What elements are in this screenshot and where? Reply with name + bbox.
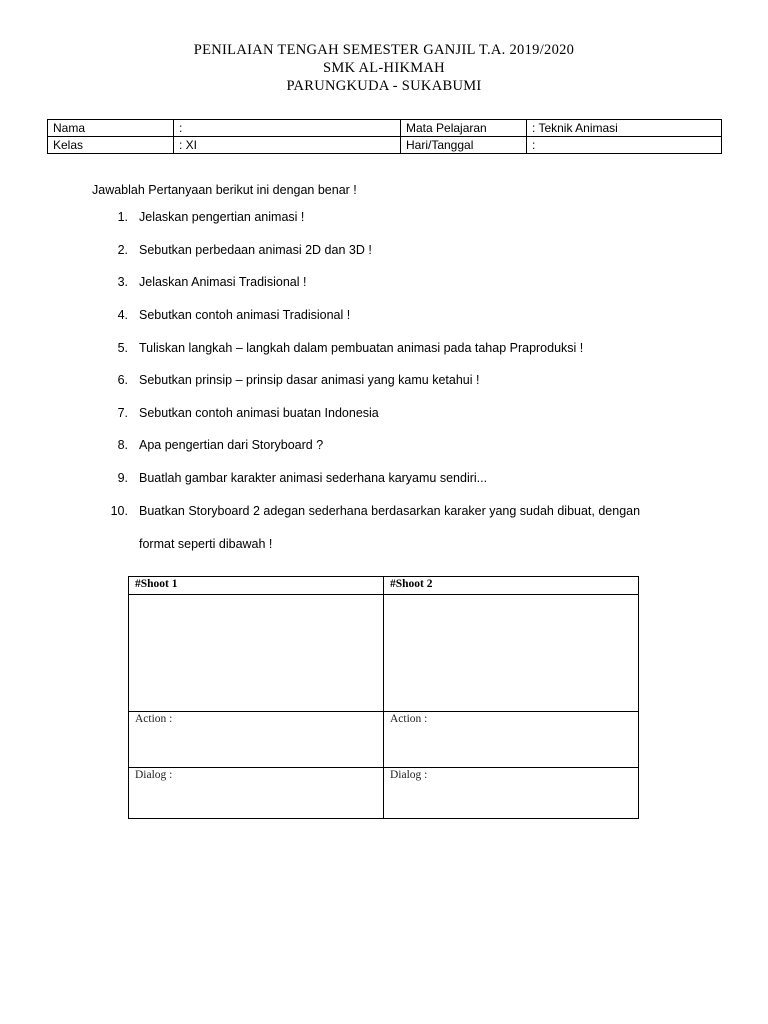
question-item xyxy=(92,275,692,293)
question-text: Apa pengertian dari Storyboard ? xyxy=(139,438,324,452)
question-number: 6. xyxy=(117,373,128,387)
shoot-1-header: #Shoot 1 xyxy=(129,577,384,595)
school-location: PARUNGKUDA - SUKABUMI xyxy=(286,78,482,94)
hari-value[interactable]: : xyxy=(527,137,722,154)
question-number: 4. xyxy=(117,308,128,322)
question-text: Buatkan Storyboard 2 adegan sederhana berdasarkan karaker yang sudah dibuat, dengan xyxy=(139,504,641,518)
nama-label: Nama xyxy=(48,120,174,137)
question-number: 1. xyxy=(117,210,128,224)
question-item xyxy=(92,308,692,326)
shoot-1-dialog[interactable]: Dialog : xyxy=(129,768,384,819)
question-item xyxy=(92,406,692,424)
question-number: 5. xyxy=(117,341,128,355)
shoot-1-action[interactable]: Action : xyxy=(129,712,384,768)
question-continuation: format seperti dibawah ! xyxy=(139,537,273,551)
shoot-1-frame[interactable] xyxy=(129,595,384,712)
instruction-text: Jawablah Pertanyaan berikut ini dengan benar ! xyxy=(92,183,357,197)
storyboard-table xyxy=(128,576,639,819)
info-row xyxy=(48,120,722,137)
question-text: Buatlah gambar karakter animasi sederhana karyamu sendiri... xyxy=(139,471,488,485)
question-text: Jelaskan Animasi Tradisional ! xyxy=(139,275,307,289)
shoot-2-frame[interactable] xyxy=(384,595,639,712)
question-number: 9. xyxy=(117,471,128,485)
storyboard-dialog-row xyxy=(129,768,639,819)
shoot-2-action[interactable]: Action : xyxy=(384,712,639,768)
mapel-label: Mata Pelajaran xyxy=(401,120,527,137)
shoot-2-header: #Shoot 2 xyxy=(384,577,639,595)
mapel-value: : Teknik Animasi xyxy=(527,120,722,137)
question-text: Sebutkan contoh animasi buatan Indonesia xyxy=(139,406,379,420)
shoot-2-dialog[interactable]: Dialog : xyxy=(384,768,639,819)
question-item xyxy=(92,210,692,228)
question-text: Sebutkan contoh animasi Tradisional ! xyxy=(139,308,351,322)
student-info-table xyxy=(47,119,722,154)
question-text: Sebutkan prinsip – prinsip dasar animasi yang kamu ketahui ! xyxy=(139,373,480,387)
question-number: 2. xyxy=(117,243,128,257)
kelas-label: Kelas xyxy=(48,137,174,154)
question-number: 8. xyxy=(117,438,128,452)
question-item xyxy=(92,243,692,261)
question-item xyxy=(92,504,692,522)
question-item xyxy=(92,373,692,391)
info-row xyxy=(48,137,722,154)
hari-label: Hari/Tanggal xyxy=(401,137,527,154)
question-item xyxy=(92,471,692,489)
kelas-value: : XI xyxy=(174,137,401,154)
storyboard-action-row xyxy=(129,712,639,768)
question-number: 7. xyxy=(117,406,128,420)
question-text: Tuliskan langkah – langkah dalam pembuatan animasi pada tahap Praproduksi ! xyxy=(139,341,584,355)
question-number: 10. xyxy=(110,504,128,518)
question-text: Sebutkan perbedaan animasi 2D dan 3D ! xyxy=(139,243,372,257)
question-text: Jelaskan pengertian animasi ! xyxy=(139,210,305,224)
nama-value[interactable]: : xyxy=(174,120,401,137)
storyboard-header-row xyxy=(129,577,639,595)
school-name: SMK AL-HIKMAH xyxy=(323,60,445,76)
question-number: 3. xyxy=(117,275,128,289)
question-item xyxy=(92,341,692,359)
exam-title: PENILAIAN TENGAH SEMESTER GANJIL T.A. 2019/2020 xyxy=(193,42,575,58)
storyboard-image-row xyxy=(129,595,639,712)
question-item xyxy=(92,438,692,456)
